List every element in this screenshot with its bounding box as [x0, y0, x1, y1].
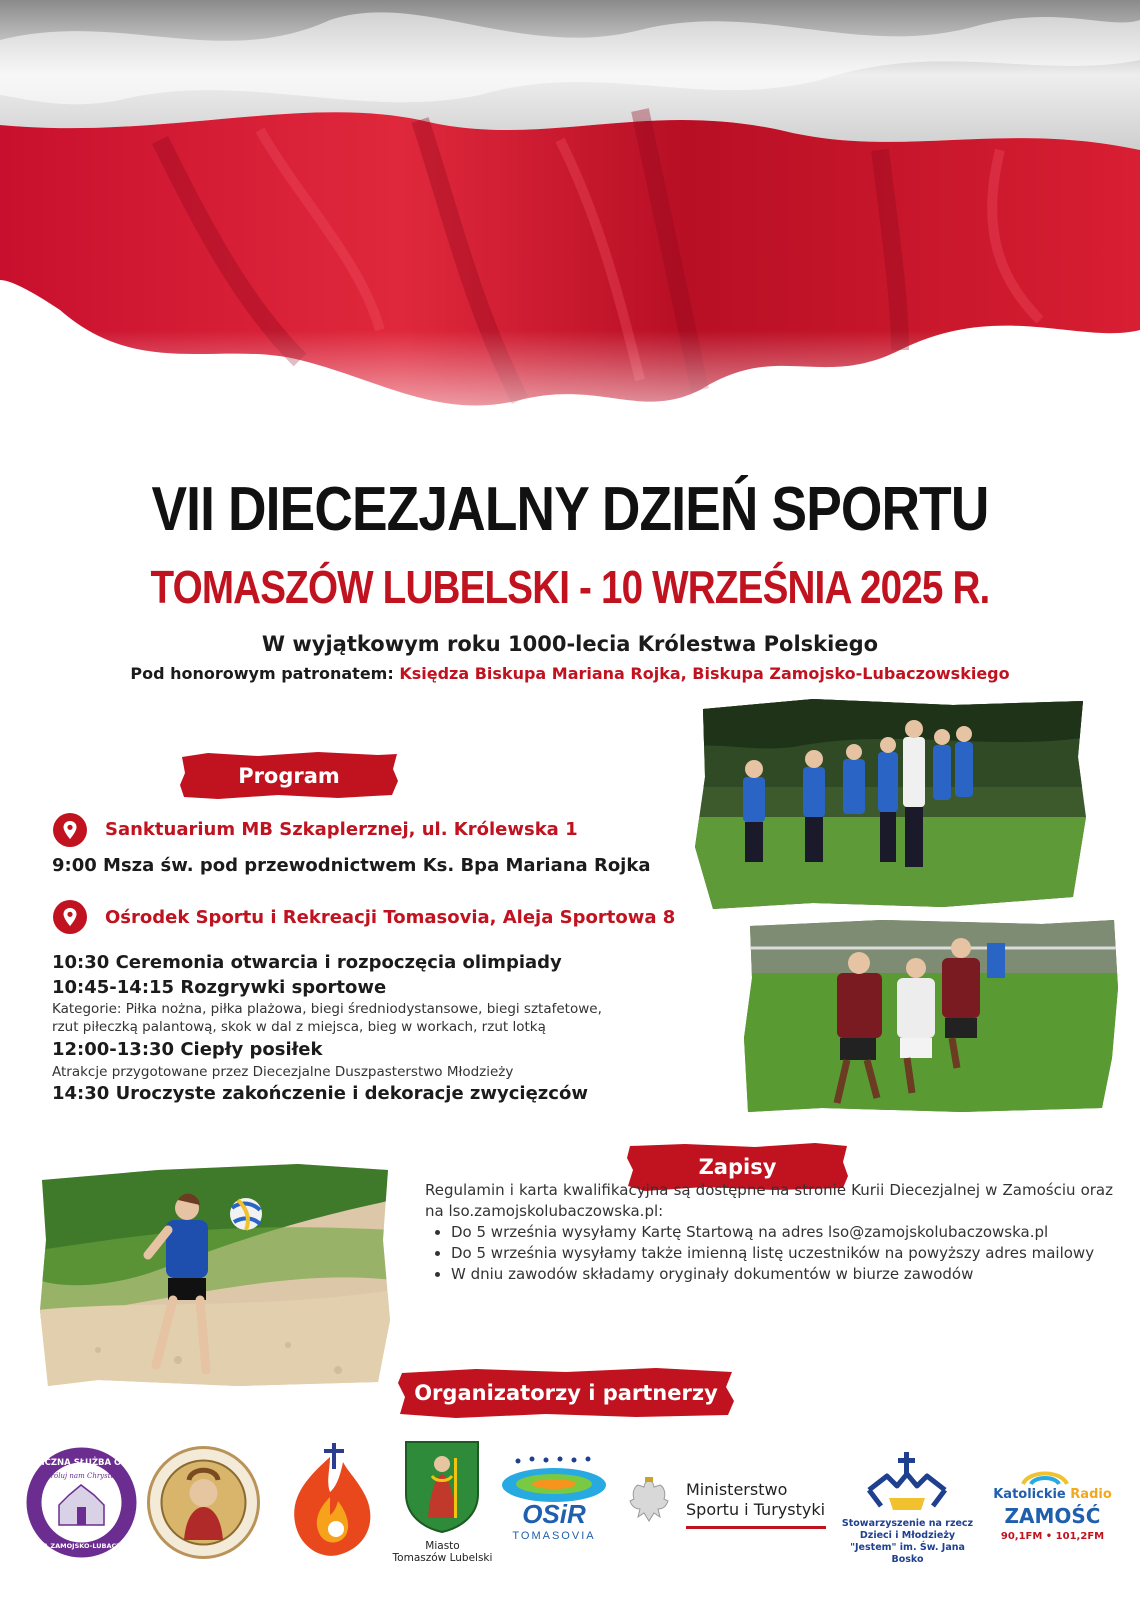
patronage-names: Księdza Biskupa Mariana Rojka, Biskupa Zamojsko-Lubaczowskiego — [399, 664, 1010, 683]
ministry-flag-stripe — [686, 1526, 826, 1529]
radio-line1-b: Radio — [1070, 1487, 1112, 1502]
radio-text — [990, 1486, 1115, 1546]
osir-tomasovia-logo — [498, 1453, 610, 1547]
radio-waves-icon — [1015, 1462, 1075, 1486]
location-2: Ośrodek Sportu i Rekreacji Tomasovia, Aleja Sportowa 8 — [105, 907, 676, 928]
patronage-line — [0, 664, 1140, 683]
program-item: 10:30 Ceremonia otwarcia i rozpoczęcia olimpiady — [52, 952, 562, 973]
zapisy-bullet: • Do 5 września wysyłamy Kartę Startową na adres lso@zamojskolubaczowska.pl — [451, 1222, 1113, 1243]
program-note: rzut piłeczką palantową, skok w dal z miejsca, bieg w workach, rzut lotką — [52, 1019, 546, 1035]
city-caption-line2: Tomaszów Lubelski — [392, 1552, 493, 1564]
zapisy-list — [425, 1222, 1113, 1285]
association-line1: Stowarzyszenie na rzecz — [841, 1518, 974, 1529]
zapisy-text — [425, 1180, 1113, 1285]
photo-beach-volleyball — [38, 1160, 393, 1388]
association-cross-crown-icon — [857, 1450, 957, 1514]
city-caption-line1: Miasto — [425, 1540, 460, 1552]
program-item: 10:45-14:15 Rozgrywki sportowe — [52, 977, 387, 998]
lso-bottom-text: DIECEZJA ZAMOJSKO-LUBACZOWSKA — [14, 1542, 149, 1550]
program-item: 14:30 Uroczyste zakończenie i dekoracje zwycięzców — [52, 1083, 588, 1104]
radio-line1-a: Katolickie — [993, 1487, 1066, 1502]
photo-football-match — [742, 918, 1120, 1114]
location-pin-icon — [53, 900, 87, 934]
program-note: Kategorie: Piłka nożna, piłka plażowa, biegi średniodystansowe, biegi sztafetowe, — [52, 1001, 602, 1017]
zapisy-bullet: • W dniu zawodów składamy oryginały dokumentów w biurze zawodów — [451, 1264, 1113, 1285]
partners-banner — [396, 1367, 736, 1419]
parish-seal-logo — [146, 1445, 261, 1560]
location-1: Sanktuarium MB Szkaplerznej, ul. Królewska 1 — [105, 819, 578, 840]
osir-sub: TOMASOVIA — [512, 1530, 596, 1542]
radio-frequencies: 90,1FM • 101,2FM — [1000, 1531, 1105, 1542]
osir-name: OSiR — [522, 1499, 586, 1529]
lso-motto: Króluj nam Chryste! — [45, 1472, 118, 1480]
polish-flag-banner — [0, 0, 1140, 470]
partners-heading: Organizatorzy i partnerzy — [414, 1381, 718, 1405]
zapisy-bullet: • Do 5 września wysyłamy także imienną listę uczestników na powyższy adres mailowy — [451, 1243, 1113, 1264]
program-note: Atrakcje przygotowane przez Diecezjalne Duszpasterstwo Młodzieży — [52, 1064, 514, 1080]
association-line2: Dzieci i Młodzieży — [859, 1530, 956, 1541]
ministry-line1: Ministerstwo — [686, 1480, 788, 1499]
mass-item: 9:00 Msza św. pod przewodnictwem Ks. Bpa Mariana Rojka — [52, 855, 651, 876]
event-title: VII DIECEZJALNY DZIEŃ SPORTU — [151, 475, 989, 544]
association-text — [835, 1518, 980, 1566]
event-subtitle: TOMASZÓW LUBELSKI - 10 WRZEŚNIA 2025 R. — [150, 561, 990, 613]
photo-kids-lineup — [693, 697, 1088, 910]
lso-top-text: LITURGICZNA SŁUŻBA OŁTARZA — [6, 1458, 157, 1468]
association-line3: "Jestem" im. Św. Jana Bosko — [850, 1542, 965, 1565]
city-coat-of-arms-logo — [402, 1438, 482, 1534]
zapisy-intro: Regulamin i karta kwalifikacyjna są dostępne na stronie Kurii Diecezjalnej w Zamościu oraz na lso.zamojskolubaczowska.pl: — [425, 1181, 1113, 1220]
program-item: 12:00-13:30 Ciepły posiłek — [52, 1039, 323, 1060]
program-banner — [178, 751, 400, 801]
ministry-line2: Sportu i Turystyki — [686, 1500, 826, 1519]
city-caption — [385, 1540, 500, 1564]
lso-diocese-logo — [6, 1445, 157, 1560]
ministry-text — [686, 1480, 825, 1520]
patronage-label: Pod honorowym patronatem: — [130, 664, 394, 683]
radio-name: ZAMOŚĆ — [1004, 1504, 1101, 1528]
program-heading: Program — [238, 764, 340, 788]
zapisy-heading: Zapisy — [698, 1155, 777, 1179]
location-pin-icon — [53, 813, 87, 847]
polish-eagle-icon — [628, 1475, 670, 1529]
youth-ministry-logo — [278, 1437, 383, 1562]
occasion-line: W wyjątkowym roku 1000-lecia Królestwa Polskiego — [261, 632, 879, 656]
radio-line1 — [990, 1486, 1115, 1504]
